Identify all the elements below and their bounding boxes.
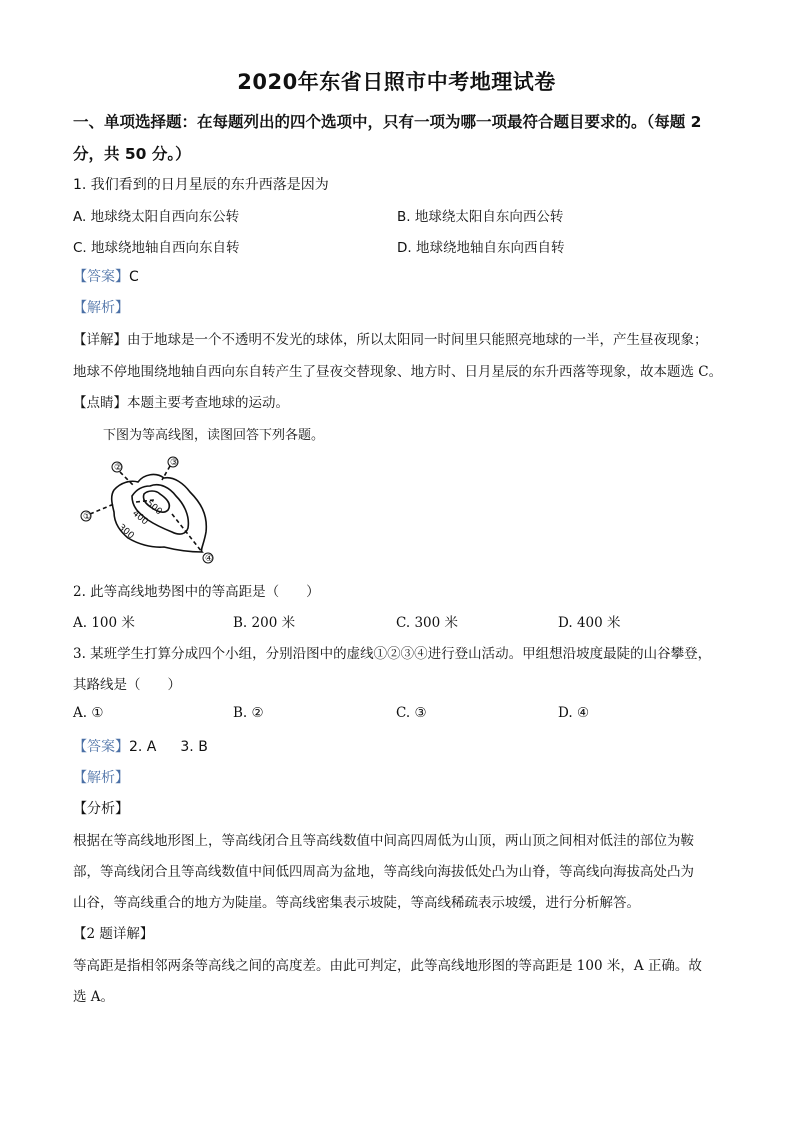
detail-tag: 【详解】 [73, 332, 127, 348]
fenxi-tag: 【分析】 [73, 801, 129, 817]
fenxi-line1: 根据在等高线地形图上，等高线闭合且等高线数值中间高四周低为山顶，两山顶之间相对低洼的部位为鞍 [73, 833, 694, 849]
option-text: 地球绕太阳自西向东公转 [90, 209, 240, 225]
option-label: B. [397, 209, 411, 225]
option-text: 地球绕地轴自东向西自转 [415, 240, 565, 256]
q2-option-d [558, 611, 621, 631]
q1-analysis-tag: 【解析】 [73, 300, 129, 316]
answer-tag: 【答案】 [73, 269, 129, 285]
section-heading-line1: 一、单项选择题：在每题列出的四个选项中，只有一项为哪一项最符合题目要求的。（每题 2 [73, 113, 702, 131]
figure-label-2: ② [114, 463, 123, 473]
q2-stem: 2. 此等高线地势图中的等高距是（ ） [73, 584, 320, 600]
q3-stem-line1: 3. 某班学生打算分成四个小组，分别沿图中的虚线①②③④进行登山活动。甲组想沿坡度最陡的山谷攀登， [73, 646, 712, 662]
answer-value: C [129, 269, 139, 285]
option-label: B. [233, 705, 248, 721]
q1-option-c [73, 236, 240, 256]
contour-map-figure [76, 452, 221, 567]
contour-400: 400 [130, 508, 150, 528]
option-text: 100 米 [91, 615, 135, 631]
option-label: C. [396, 705, 411, 721]
analysis-tag-2-3: 【解析】 [73, 770, 129, 786]
option-label: D. [397, 240, 412, 256]
q1-option-d [397, 236, 564, 256]
intro-q2-3: 下图为等高线图，读图回答下列各题。 [103, 428, 325, 443]
q3-stem-line2: 其路线是（ ） [73, 677, 181, 693]
option-text: ④ [576, 705, 590, 721]
option-text: ② [251, 705, 264, 721]
option-text: 400 米 [576, 615, 621, 631]
option-label: D. [558, 705, 573, 721]
option-text: ③ [414, 705, 427, 721]
q1-stem: 1. 我们看到的日月星辰的东升西落是因为 [73, 177, 329, 193]
figure-label-3: ③ [170, 458, 179, 468]
option-text: 地球绕太阳自东向西公转 [414, 209, 564, 225]
q1-detail-line2: 地球不停地围绕地轴自西向东自转产生了昼夜交替现象、地方时、日月星辰的东升西落等现象，故本题选 C。 [73, 364, 723, 380]
point-tag: 【点睛】 [73, 395, 127, 411]
fenxi-line3: 山谷，等高线重合的地方为陡崖。等高线密集表示坡陡，等高线稀疏表示坡缓，进行分析解答。 [73, 895, 640, 911]
contour-500: 500 [144, 498, 164, 518]
q2-detail-tag: 【2 题详解】 [73, 926, 154, 942]
q1-detail-line1 [73, 328, 708, 348]
answer-tag: 【答案】 [73, 739, 129, 755]
fenxi-line2: 部，等高线闭合且等高线数值中间低四周高为盆地，等高线向海拔低处凸为山脊，等高线向海拔高处凸为 [73, 864, 694, 880]
option-label: C. [73, 240, 87, 256]
answer-3: 3. B [180, 739, 208, 755]
option-label: B. [233, 615, 248, 631]
q3-option-d [558, 705, 589, 721]
option-text: 200 米 [251, 615, 296, 631]
q2-option-b [233, 611, 295, 631]
option-label: D. [558, 615, 573, 631]
option-text: 300 米 [414, 615, 458, 631]
answer-2: 2. A [129, 739, 157, 755]
q2-detail-line2: 选 A。 [73, 989, 115, 1005]
option-label: C. [396, 615, 411, 631]
answers-2-3 [73, 736, 208, 756]
q3-option-a [73, 705, 103, 721]
q1-option-a [73, 205, 239, 225]
option-text: ① [91, 705, 104, 721]
q1-option-b [397, 205, 563, 225]
option-text: 地球绕地轴自西向东自转 [91, 240, 240, 256]
q3-option-b [233, 705, 264, 721]
q3-option-c [396, 705, 427, 721]
page-title: 2020年东省日照市中考地理试卷 [237, 70, 556, 94]
option-label: A. [73, 705, 88, 721]
q2-option-a [73, 611, 135, 631]
option-label: A. [73, 615, 88, 631]
figure-label-1: ① [83, 512, 92, 522]
option-label: A. [73, 209, 87, 225]
point-text: 本题主要考查地球的运动。 [127, 395, 289, 411]
section-heading-line2: 分，共 50 分。） [73, 145, 191, 163]
q2-option-c [396, 611, 458, 631]
figure-label-4: ④ [205, 554, 214, 564]
detail-text: 由于地球是一个不透明不发光的球体，所以太阳同一时间里只能照亮地球的一半，产生昼夜现象； [127, 332, 708, 348]
contour-300: 300 [116, 522, 136, 542]
q1-answer [73, 266, 139, 286]
q2-detail-line1: 等高距是指相邻两条等高线之间的高度差。由此可判定，此等高线地形图的等高距是 100 米，A 正确。故 [73, 958, 702, 974]
q1-point [73, 391, 289, 411]
